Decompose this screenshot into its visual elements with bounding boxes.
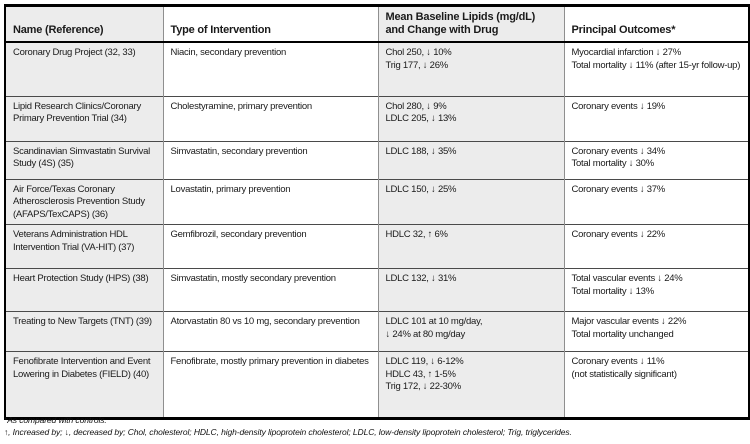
table-footnotes: [4, 415, 748, 438]
lipids-cell: [378, 42, 564, 96]
intervention-cell: [163, 352, 378, 419]
outcome-line: Total mortality ↓ 11% (after 15-yr follow-up): [571, 59, 741, 71]
study-name: Coronary Drug Project (32, 33): [13, 47, 136, 58]
table-row: [5, 96, 749, 141]
study-name-cell: [5, 141, 163, 179]
outcome-line: Total mortality unchanged: [571, 328, 674, 340]
header-row: [5, 6, 749, 43]
footnote-controls: *As compared with controls.: [4, 415, 107, 425]
lipid-trials-table: [4, 4, 750, 420]
header-label: Type of Intervention: [170, 24, 271, 36]
lipids-line: Chol 250, ↓ 10%: [385, 47, 452, 58]
intervention-text: Niacin, secondary prevention: [170, 47, 287, 58]
column-header-intervention: [163, 6, 378, 43]
lipids-line: LDLC 150, ↓ 25%: [385, 183, 457, 195]
lipids-line: Chol 280, ↓ 9%: [385, 100, 447, 112]
intervention-text: Lovastatin, primary prevention: [170, 183, 291, 195]
outcome-line: Coronary events ↓ 34%: [571, 145, 665, 157]
outcome-line: Total vascular events ↓ 24%: [571, 273, 683, 284]
outcome-line: Coronary events ↓ 19%: [571, 100, 665, 112]
lipids-cell: [378, 179, 564, 225]
outcomes-cell: [564, 141, 749, 179]
outcome-line: Total mortality ↓ 30%: [571, 158, 654, 169]
lipids-line: LDLC 188, ↓ 35%: [385, 145, 457, 157]
lipids-line: LDLC 119, ↓ 6-12%: [385, 356, 464, 367]
table-row: [5, 225, 749, 269]
study-name: Heart Protection Study (HPS) (38): [13, 273, 149, 284]
lipids-line: Trig 177, ↓ 26%: [385, 59, 448, 71]
lipids-line: Trig 172, ↓ 22-30%: [385, 381, 461, 392]
outcomes-cell: [564, 179, 749, 225]
intervention-cell: [163, 312, 378, 352]
outcome-line: Myocardial infarction ↓ 27%: [571, 47, 681, 58]
study-name-cell: [5, 179, 163, 225]
outcome-line: Coronary events ↓ 22%: [571, 229, 665, 240]
lipids-cell: [378, 141, 564, 179]
outcomes-cell: [564, 42, 749, 96]
table-row: [5, 352, 749, 419]
table-row: [5, 269, 749, 312]
header-label: Principal Outcomes*: [571, 24, 676, 36]
outcome-line: Total mortality ↓ 13%: [571, 285, 654, 297]
outcomes-cell: [564, 269, 749, 312]
outcomes-cell: [564, 96, 749, 141]
study-name: Lipid Research Clinics/Coronary Primary Prevention Trial (34): [13, 100, 141, 124]
intervention-cell: [163, 96, 378, 141]
lipids-cell: [378, 352, 564, 419]
intervention-cell: [163, 42, 378, 96]
column-header-outcomes: [564, 6, 749, 43]
study-name-cell: [5, 352, 163, 419]
lipids-line: HDLC 32, ↑ 6%: [385, 229, 448, 240]
study-name-cell: [5, 269, 163, 312]
column-header-lipids: [378, 6, 564, 43]
intervention-text: Simvastatin, mostly secondary prevention: [170, 273, 336, 284]
lipids-line: LDLC 132, ↓ 31%: [385, 273, 457, 284]
outcomes-cell: [564, 352, 749, 419]
outcomes-cell: [564, 312, 749, 352]
study-name: Veterans Administration HDL Intervention Trial (VA-HIT) (37): [13, 229, 135, 253]
outcome-line: (not statistically significant): [571, 368, 677, 380]
table-row: [5, 42, 749, 96]
lipids-cell: [378, 96, 564, 141]
lipids-cell: [378, 269, 564, 312]
outcomes-cell: [564, 225, 749, 269]
intervention-cell: [163, 269, 378, 312]
study-name: Treating to New Targets (TNT) (39): [13, 316, 152, 327]
study-name-cell: [5, 312, 163, 352]
study-name-cell: [5, 96, 163, 141]
study-name: Fenofibrate Intervention and Event Lowering in Diabetes (FIELD) (40): [13, 356, 151, 380]
intervention-cell: [163, 141, 378, 179]
lipids-cell: [378, 225, 564, 269]
table-row: [5, 141, 749, 179]
lipids-cell: [378, 312, 564, 352]
table-row: [5, 179, 749, 225]
study-name: Air Force/Texas Coronary Atherosclerosis Prevention Study (AFAPS/TexCAPS) (36): [13, 183, 145, 220]
study-name-cell: [5, 42, 163, 96]
intervention-text: Gemfibrozil, secondary prevention: [170, 229, 307, 240]
lipids-line: LDLC 101 at 10 mg/day,: [385, 316, 483, 327]
footnote-abbreviations: ↑, Increased by; ↓, decreased by; Chol, cholesterol; HDLC, high-density lipoprotein cholesterol; LDLC, low-density lipoprotein cholesterol; Trig, triglycerides.: [4, 426, 572, 437]
lipids-line: LDLC 205, ↓ 13%: [385, 113, 457, 124]
outcome-line: Major vascular events ↓ 22%: [571, 316, 687, 327]
outcome-line: Coronary events ↓ 37%: [571, 183, 665, 195]
header-label-line: and Change with Drug: [385, 24, 499, 36]
intervention-text: Simvastatin, secondary prevention: [170, 145, 308, 157]
column-header-name: [5, 6, 163, 43]
table-row: [5, 312, 749, 352]
lipids-line: ↓ 24% at 80 mg/day: [385, 328, 465, 340]
intervention-text: Fenofibrate, mostly primary prevention in diabetes: [170, 356, 369, 367]
outcome-line: Coronary events ↓ 11%: [571, 356, 665, 367]
header-label-line: Mean Baseline Lipids (mg/dL): [385, 11, 536, 23]
intervention-cell: [163, 179, 378, 225]
study-name: Scandinavian Simvastatin Survival Study (4S) (35): [13, 145, 150, 169]
intervention-text: Atorvastatin 80 vs 10 mg, secondary prevention: [170, 316, 360, 327]
header-label: Name (Reference): [13, 24, 104, 36]
intervention-cell: [163, 225, 378, 269]
lipids-line: HDLC 43, ↑ 1-5%: [385, 368, 456, 380]
intervention-text: Cholestyramine, primary prevention: [170, 100, 312, 112]
study-name-cell: [5, 225, 163, 269]
